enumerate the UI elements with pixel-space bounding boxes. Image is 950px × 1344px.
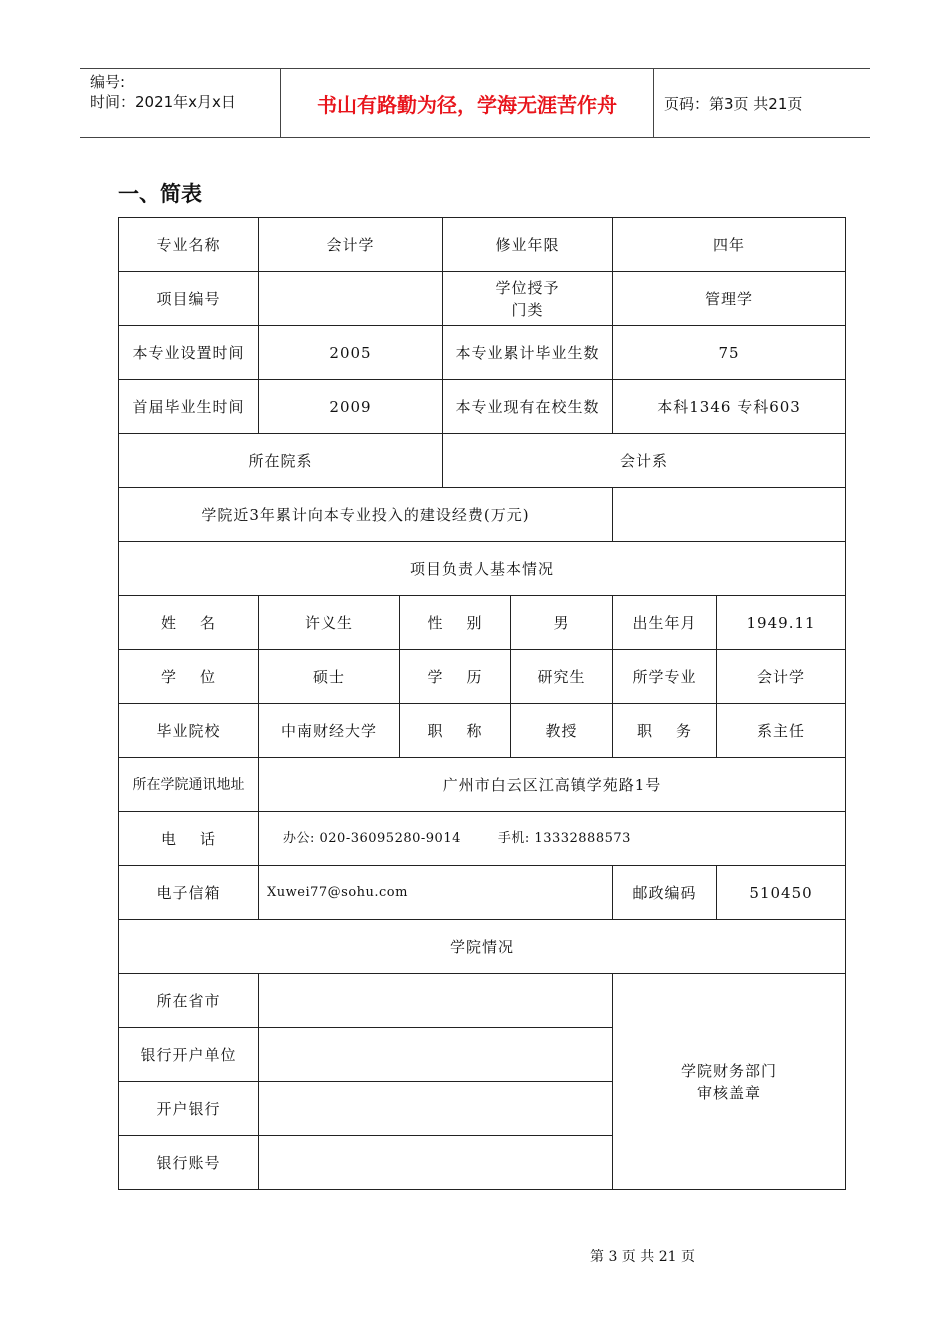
gender-value: 男 [511,596,613,650]
total-graduates-value: 75 [613,326,846,380]
birth-value: 1949.11 [717,596,846,650]
header-time: 时间：2021年x月x日 [90,93,236,111]
finance-stamp-cell [613,974,846,1190]
degree-category-value: 管理学 [613,272,846,326]
funding-value [613,488,846,542]
position-label: 职 务 [613,704,717,758]
table-row [119,596,846,650]
degree-label: 学 位 [119,650,259,704]
duration-value: 四年 [613,218,846,272]
project-no-value [259,272,443,326]
page-header [80,68,870,138]
postcode-value: 510450 [717,866,846,920]
name-label: 姓 名 [119,596,259,650]
header-meta [80,69,280,137]
education-label: 学 历 [400,650,511,704]
page-footer: 第 3 页 共 21 页 [590,1249,695,1265]
table-row [119,218,846,272]
school-value: 中南财经大学 [259,704,400,758]
summary-form-table [118,217,846,1190]
table-row [119,866,846,920]
table-row [119,488,846,542]
field-value: 会计学 [717,650,846,704]
province-value [259,974,613,1028]
table-row [119,272,846,326]
degree-category-label-line2: 门类 [511,300,544,319]
school-label: 毕业院校 [119,704,259,758]
account-value [259,1136,613,1190]
bank-unit-label: 银行开户单位 [119,1028,259,1082]
table-row [119,650,846,704]
table-row [119,380,846,434]
phone-label: 电 话 [119,812,259,866]
degree-value: 硕士 [259,650,400,704]
email-label: 电子信箱 [119,866,259,920]
field-label: 所学专业 [613,650,717,704]
header-motto: 书山有路勤为径，学海无涯苦作舟 [280,69,654,137]
title-label: 职 称 [400,704,511,758]
header-page-info: 页码：第3页 共21页 [664,94,803,113]
title-value: 教授 [511,704,613,758]
education-value: 研究生 [511,650,613,704]
header-code: 编号: [90,73,126,91]
birth-label: 出生年月 [613,596,717,650]
setup-time-value: 2005 [259,326,443,380]
leader-section-header: 项目负责人基本情况 [119,542,846,596]
funding-label: 学院近3年累计向本专业投入的建设经费(万元) [119,488,613,542]
table-row [119,704,846,758]
major-name-label: 专业名称 [119,218,259,272]
postcode-label: 邮政编码 [613,866,717,920]
bank-unit-value [259,1028,613,1082]
section-title: 一、简表 [118,182,202,206]
table-row [119,542,846,596]
first-graduate-value: 2009 [259,380,443,434]
table-row [119,920,846,974]
current-students-value: 本科1346 专科603 [613,380,846,434]
first-graduate-label: 首届毕业生时间 [119,380,259,434]
bank-value [259,1082,613,1136]
table-row [119,434,846,488]
table-row [119,812,846,866]
college-section-header: 学院情况 [119,920,846,974]
total-graduates-label: 本专业累计毕业生数 [443,326,613,380]
current-students-label: 本专业现有在校生数 [443,380,613,434]
degree-category-label-line1: 学位授予 [495,278,560,297]
province-label: 所在省市 [119,974,259,1028]
position-value: 系主任 [717,704,846,758]
email-value: Xuwei77@sohu.com [259,866,613,920]
major-name-value: 会计学 [259,218,443,272]
department-value: 会计系 [443,434,846,488]
degree-category-label [443,272,613,326]
address-label: 所在学院通讯地址 [119,758,259,812]
table-row [119,974,846,1028]
setup-time-label: 本专业设置时间 [119,326,259,380]
table-row [119,758,846,812]
account-label: 银行账号 [119,1136,259,1190]
address-value: 广州市白云区江高镇学苑路1号 [259,758,846,812]
name-value: 许义生 [259,596,400,650]
table-row [119,326,846,380]
department-label: 所在院系 [119,434,443,488]
duration-label: 修业年限 [443,218,613,272]
stamp-label-line1: 学院财务部门 [681,1061,778,1080]
gender-label: 性 别 [400,596,511,650]
bank-label: 开户银行 [119,1082,259,1136]
project-no-label: 项目编号 [119,272,259,326]
stamp-label-line2: 审核盖章 [697,1083,762,1102]
phone-value: 办公: 020-36095280-9014 手机: 13332888573 [259,812,846,866]
